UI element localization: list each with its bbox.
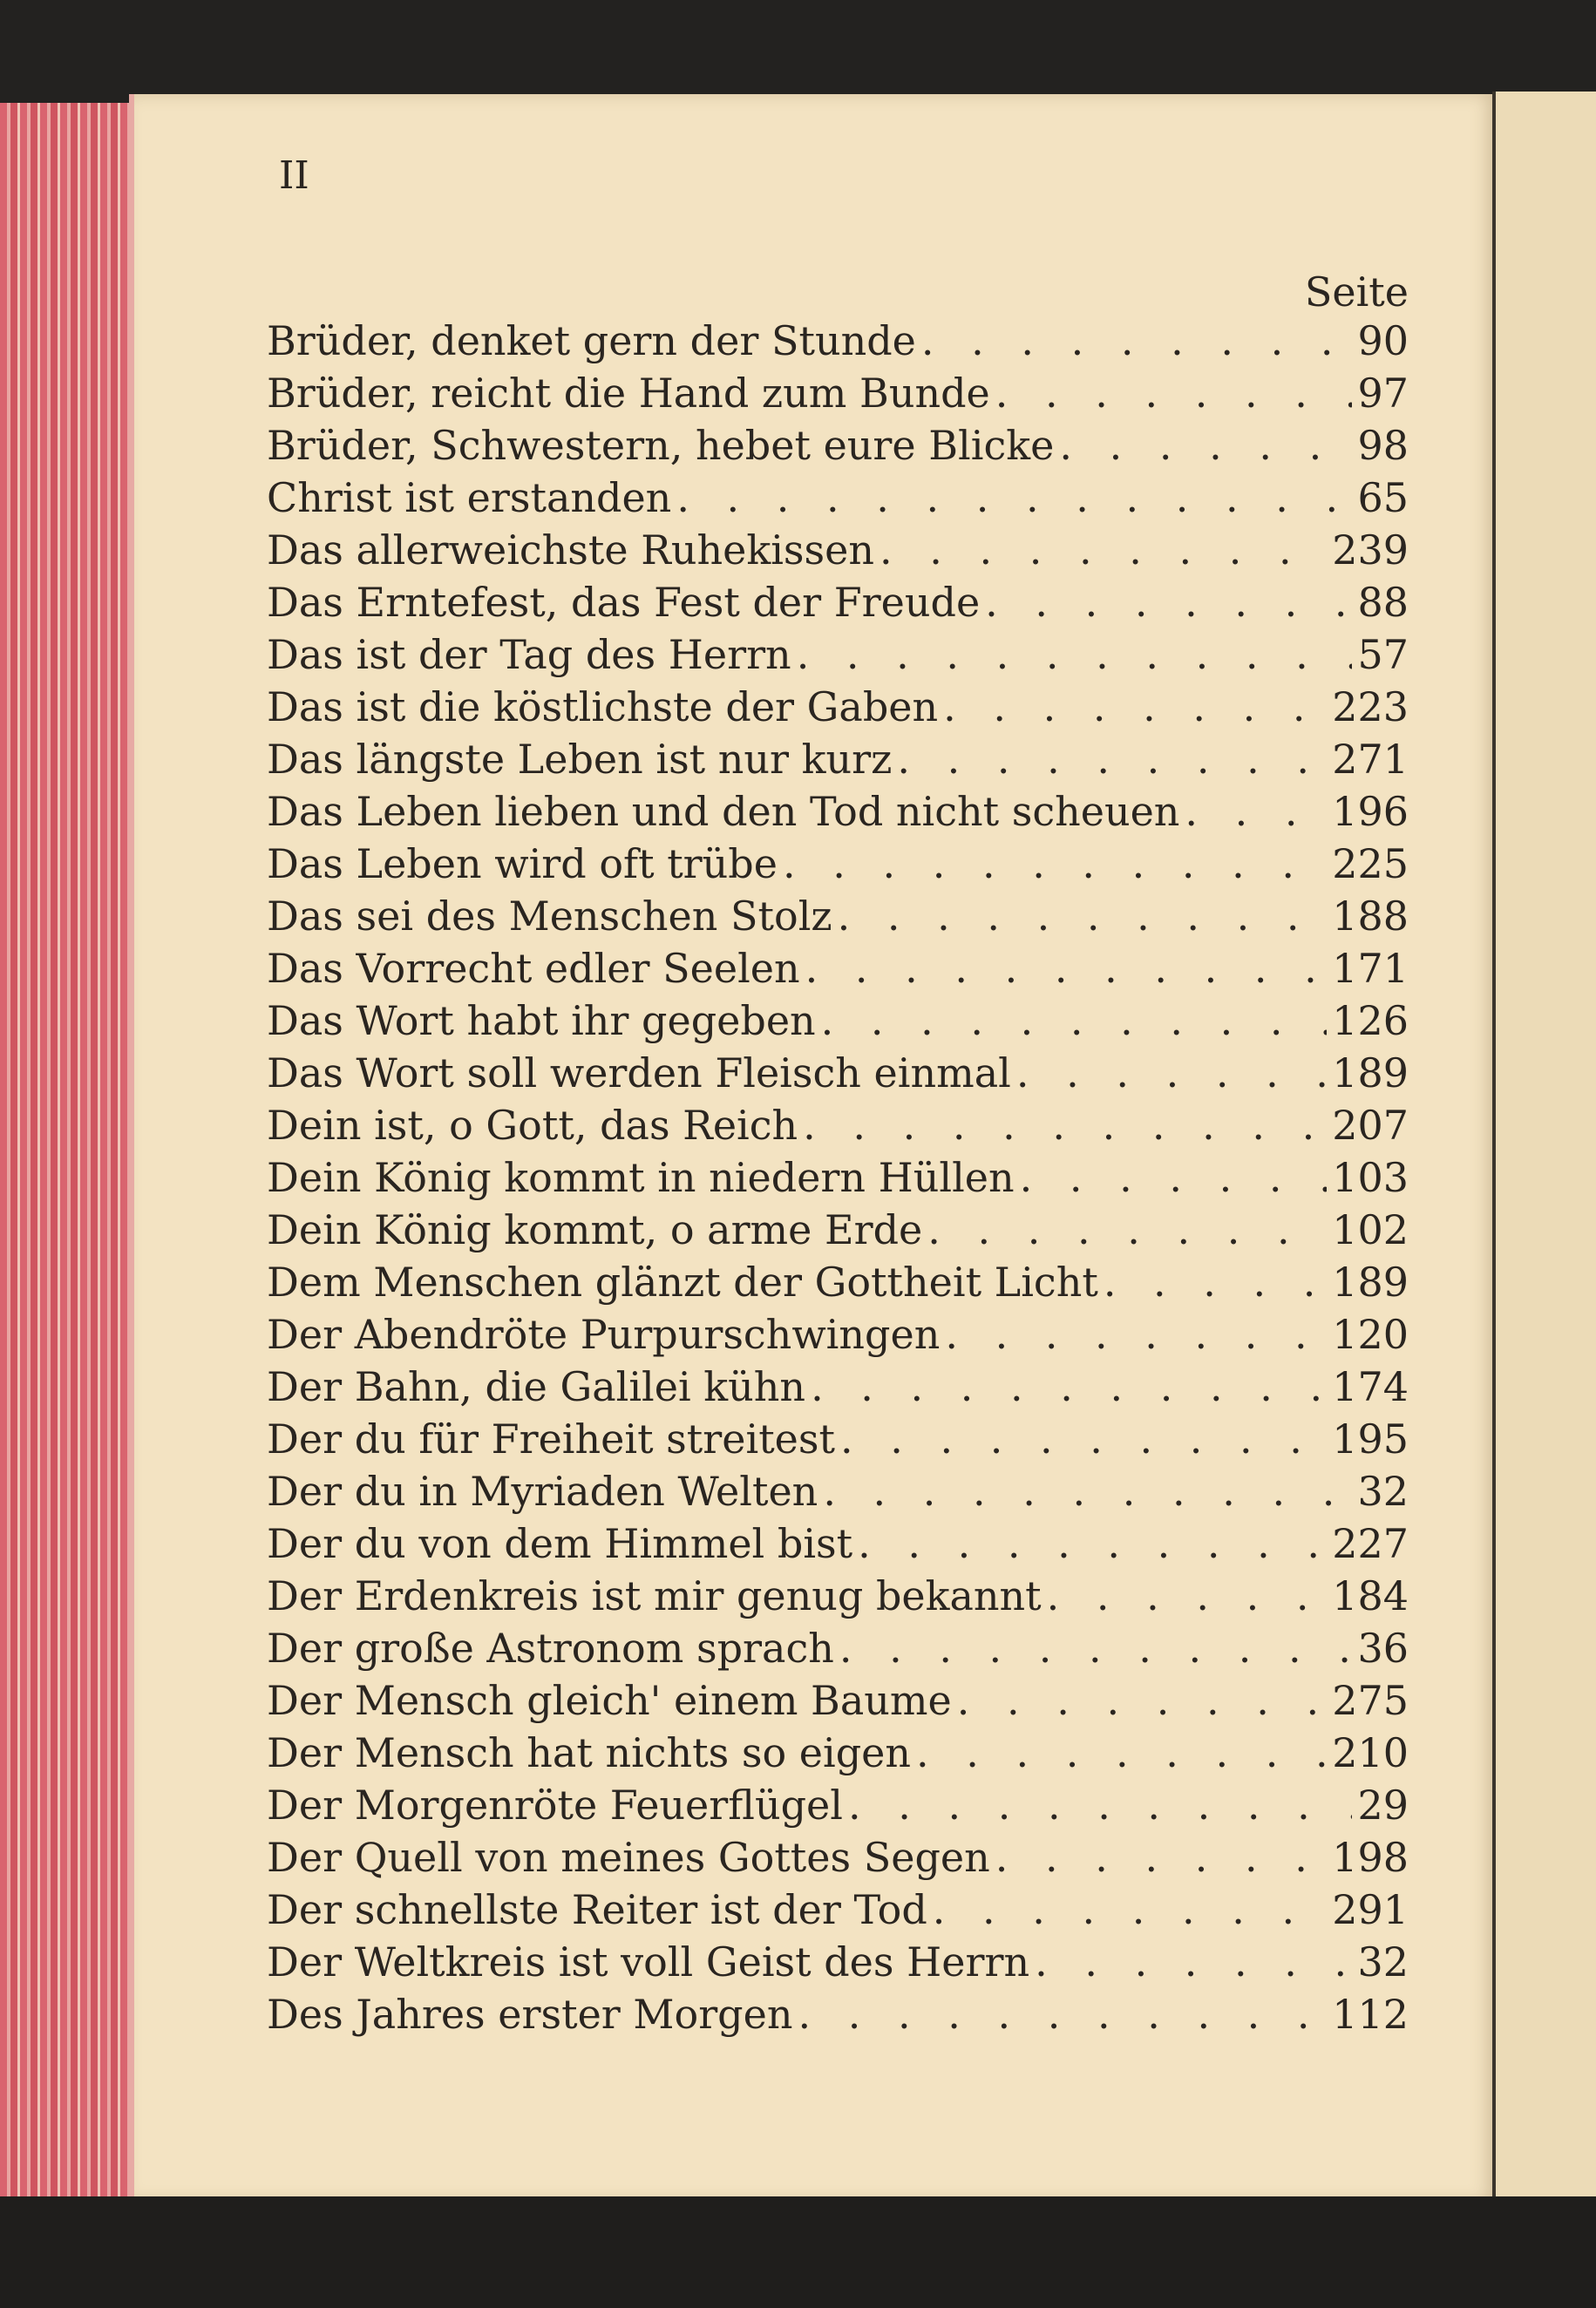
entry-page-number: 225 — [1332, 840, 1409, 887]
dot-leader — [995, 370, 1353, 417]
entry-page-number: 126 — [1332, 997, 1409, 1044]
entry-title: Das längste Leben ist nur kurz — [267, 736, 893, 783]
entry-page-number: 65 — [1357, 474, 1409, 521]
index-entry — [267, 1102, 1409, 1154]
entry-title: Brüder, denket gern der Stunde — [267, 317, 916, 364]
entry-page-number: 29 — [1357, 1782, 1409, 1829]
entry-page-number: 98 — [1357, 422, 1409, 469]
dot-leader — [921, 317, 1353, 364]
dot-leader — [1047, 1572, 1328, 1619]
index-entry — [267, 1886, 1409, 1938]
dot-leader — [848, 1782, 1352, 1829]
dot-leader — [797, 631, 1353, 678]
facing-page-edge — [1492, 92, 1596, 2205]
entry-page-number: 227 — [1332, 1520, 1409, 1567]
entry-title: Das Leben lieben und den Tod nicht scheuen — [267, 788, 1180, 835]
entry-page-number: 188 — [1332, 893, 1409, 940]
entry-page-number: 271 — [1332, 736, 1409, 783]
entry-title: Das ist der Tag des Herrn — [267, 631, 791, 678]
dot-leader — [798, 1991, 1327, 2038]
entry-page-number: 184 — [1332, 1572, 1409, 1619]
entry-page-number: 223 — [1332, 683, 1409, 730]
entry-title: Der du für Freiheit streitest — [267, 1415, 835, 1463]
index-entry — [267, 526, 1409, 579]
index-entry — [267, 1206, 1409, 1259]
entry-page-number: 291 — [1332, 1886, 1409, 1933]
dot-leader — [1185, 788, 1327, 835]
index-entry — [267, 474, 1409, 526]
entry-title: Dein König kommt, o arme Erde — [267, 1206, 923, 1253]
index-entry — [267, 1363, 1409, 1415]
entry-title: Der du von dem Himmel bist — [267, 1520, 853, 1567]
index-entry — [267, 1625, 1409, 1677]
entry-title: Das Erntefest, das Fest der Freude — [267, 579, 981, 626]
entry-title: Christ ist erstanden — [267, 474, 672, 521]
dot-leader — [943, 683, 1327, 730]
dot-leader — [783, 840, 1327, 887]
index-entry — [267, 1572, 1409, 1625]
dot-leader — [839, 1625, 1353, 1672]
dot-leader — [1020, 1154, 1328, 1201]
entry-title: Der Morgenröte Feuerflügel — [267, 1782, 843, 1829]
index-entry — [267, 1834, 1409, 1886]
entry-title: Dem Menschen glänzt der Gottheit Licht — [267, 1259, 1098, 1306]
entry-page-number: 32 — [1357, 1938, 1409, 1986]
index-entry — [267, 840, 1409, 893]
entry-page-number: 207 — [1332, 1102, 1409, 1149]
index-entry — [267, 1415, 1409, 1468]
dot-leader — [1104, 1259, 1327, 1306]
dot-leader — [821, 997, 1328, 1044]
entry-title: Der Mensch gleich' einem Baume — [267, 1677, 952, 1724]
dot-leader — [838, 893, 1328, 940]
index-entry — [267, 579, 1409, 631]
entry-title: Das ist die köstlichste der Gaben — [267, 683, 939, 730]
index-entry — [267, 1677, 1409, 1729]
entry-page-number: 120 — [1332, 1311, 1409, 1358]
index-entry — [267, 1520, 1409, 1572]
dot-leader — [927, 1206, 1327, 1253]
entry-page-number: 210 — [1332, 1729, 1409, 1776]
entry-title: Der Erdenkreis ist mir genug bekannt — [267, 1572, 1042, 1619]
entry-title: Brüder, Schwestern, hebet eure Blicke — [267, 422, 1055, 469]
entry-title: Der Mensch hat nichts so eigen — [267, 1729, 912, 1776]
entry-title: Der große Astronom sprach — [267, 1625, 834, 1672]
index-entry — [267, 997, 1409, 1049]
index-entry — [267, 945, 1409, 997]
index-entry — [267, 1729, 1409, 1782]
dot-leader — [811, 1363, 1327, 1410]
entry-page-number: 198 — [1332, 1834, 1409, 1881]
dot-leader — [823, 1468, 1352, 1515]
entry-page-number: 195 — [1332, 1415, 1409, 1463]
entry-title: Das allerweichste Ruhekissen — [267, 526, 874, 574]
entry-title: Brüder, reicht die Hand zum Bunde — [267, 370, 990, 417]
dot-leader — [805, 945, 1328, 992]
dot-leader — [1059, 422, 1352, 469]
entry-page-number: 102 — [1332, 1206, 1409, 1253]
entry-page-number: 32 — [1357, 1468, 1409, 1515]
entry-page-number: 90 — [1357, 317, 1409, 364]
dot-leader — [840, 1415, 1327, 1463]
dot-leader — [933, 1886, 1327, 1933]
page-column-header: Seite — [1304, 268, 1409, 316]
entry-title: Das sei des Menschen Stolz — [267, 893, 832, 940]
dot-leader — [916, 1729, 1327, 1776]
entry-title: Der Weltkreis ist voll Geist des Herrn — [267, 1938, 1030, 1986]
book-cover-bottom — [0, 2196, 1596, 2308]
entry-title: Der Abendröte Purpurschwingen — [267, 1311, 941, 1358]
index-list — [267, 317, 1409, 2043]
index-entry — [267, 1311, 1409, 1363]
index-entry — [267, 631, 1409, 683]
index-entry — [267, 422, 1409, 474]
entry-title: Dein König kommt in niedern Hüllen — [267, 1154, 1015, 1201]
page-edges — [0, 103, 131, 2210]
index-entry — [267, 370, 1409, 422]
dot-leader — [676, 474, 1352, 521]
index-entry — [267, 1782, 1409, 1834]
entry-page-number: 196 — [1332, 788, 1409, 835]
book-cover-top — [0, 0, 1596, 98]
index-entry — [267, 1259, 1409, 1311]
dot-leader — [803, 1102, 1327, 1149]
dot-leader — [1016, 1049, 1327, 1096]
entry-page-number: 189 — [1332, 1049, 1409, 1096]
entry-title: Das Wort habt ihr gegeben — [267, 997, 816, 1044]
entry-page-number: 239 — [1332, 526, 1409, 574]
entry-title: Der schnellste Reiter ist der Tod — [267, 1886, 927, 1933]
entry-title: Der du in Myriaden Welten — [267, 1468, 818, 1515]
entry-title: Der Quell von meines Gottes Segen — [267, 1834, 990, 1881]
entry-page-number: 57 — [1357, 631, 1409, 678]
entry-title: Das Leben wird oft trübe — [267, 840, 778, 887]
entry-title: Das Wort soll werden Fleisch einmal — [267, 1049, 1011, 1096]
dot-leader — [879, 526, 1327, 574]
index-entry — [267, 1938, 1409, 1991]
index-entry — [267, 1468, 1409, 1520]
dot-leader — [985, 579, 1352, 626]
entry-title: Der Bahn, die Galilei kühn — [267, 1363, 806, 1410]
dot-leader — [897, 736, 1327, 783]
entry-page-number: 171 — [1332, 945, 1409, 992]
entry-page-number: 174 — [1332, 1363, 1409, 1410]
dot-leader — [995, 1834, 1327, 1881]
dot-leader — [1035, 1938, 1352, 1986]
entry-page-number: 189 — [1332, 1259, 1409, 1306]
entry-page-number: 88 — [1357, 579, 1409, 626]
dot-leader — [858, 1520, 1327, 1567]
index-entry — [267, 683, 1409, 736]
entry-page-number: 36 — [1357, 1625, 1409, 1672]
index-entry — [267, 1049, 1409, 1102]
index-entry — [267, 1991, 1409, 2043]
index-entry — [267, 788, 1409, 840]
entry-title: Dein ist, o Gott, das Reich — [267, 1102, 798, 1149]
index-entry — [267, 893, 1409, 945]
entry-page-number: 112 — [1332, 1991, 1409, 2038]
entry-page-number: 275 — [1332, 1677, 1409, 1724]
dot-leader — [957, 1677, 1327, 1724]
entry-title: Des Jahres erster Morgen — [267, 1991, 793, 2038]
index-entry — [267, 1154, 1409, 1206]
entry-title: Das Vorrecht edler Seelen — [267, 945, 800, 992]
entry-page-number: 103 — [1332, 1154, 1409, 1201]
page-number: II — [279, 153, 309, 198]
index-entry — [267, 317, 1409, 370]
dot-leader — [945, 1311, 1327, 1358]
index-entry — [267, 736, 1409, 788]
entry-page-number: 97 — [1357, 370, 1409, 417]
